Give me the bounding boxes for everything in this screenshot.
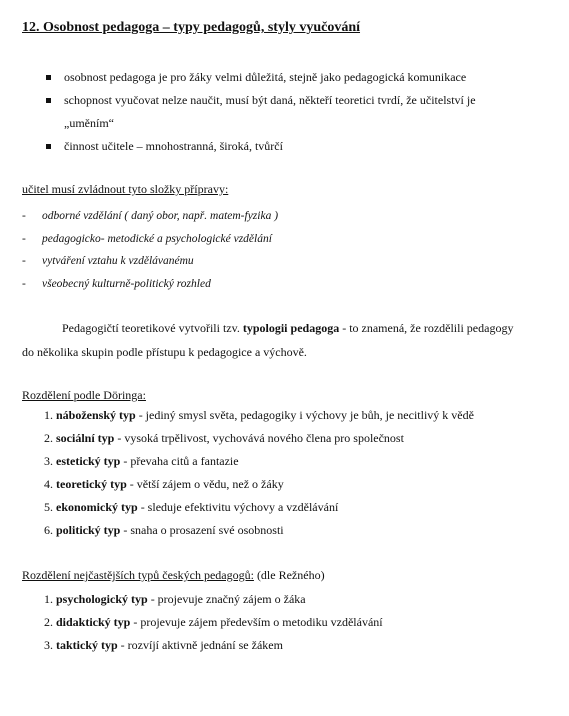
list-item-text: odborné vzdělání ( daný obor, např. matem-fyzika )	[42, 210, 279, 222]
type-term: psychologický typ	[56, 592, 148, 606]
page-title: 12. Osobnost pedagoga – typy pedagogů, styly vyučování	[22, 20, 361, 35]
list-item	[22, 250, 278, 273]
list-item	[44, 588, 383, 611]
type-term: ekonomický typ	[56, 500, 138, 514]
item-number: 2.	[44, 615, 53, 629]
type-description: - větší zájem o vědu, než o žáky	[126, 477, 284, 491]
paragraph-bold-term: typologii pedagoga	[242, 321, 340, 335]
preparation-list	[22, 205, 278, 295]
czech-heading-line	[22, 568, 325, 583]
square-bullet-icon	[46, 75, 51, 80]
square-bullet-icon	[46, 144, 51, 149]
bullet-item	[46, 66, 551, 89]
type-description: - snaha o prosazení své osobnosti	[120, 523, 284, 537]
type-term: teoretický typ	[56, 477, 127, 491]
list-item-text: všeobecný kulturně-politický rozhled	[42, 277, 211, 290]
doring-list	[44, 404, 474, 542]
bullet-text: schopnost vyučovat nelze naučit, musí být daná, někteří teoretici tvrdí, že učitelství je	[64, 93, 476, 107]
czech-list	[44, 588, 383, 657]
type-term: sociální typ	[56, 431, 115, 445]
type-term: taktický typ	[56, 638, 118, 652]
type-description: - jediný smysl světa, pedagogiky i výchovy je bůh, je necitlivý k vědě	[135, 408, 474, 422]
type-description: - projevuje značný zájem o žáka	[147, 592, 306, 606]
item-number: 6.	[44, 523, 53, 537]
list-item	[44, 404, 474, 427]
type-term: politický typ	[56, 523, 121, 537]
preparation-heading: učitel musí zvládnout tyto složky přípravy:	[22, 182, 229, 196]
czech-heading-suffix: (dle Režného)	[253, 568, 325, 582]
bullet-list	[46, 66, 551, 158]
item-number: 2.	[44, 431, 53, 445]
type-term: estetický typ	[56, 454, 121, 468]
list-item	[44, 450, 474, 473]
bullet-item	[46, 135, 551, 158]
list-item	[44, 611, 383, 634]
type-term: náboženský typ	[56, 408, 136, 422]
type-description: - sleduje efektivitu výchovy a vzdělávání	[137, 500, 339, 514]
bullet-text-continuation: „uměním“	[64, 116, 114, 130]
item-number: 3.	[44, 454, 53, 468]
list-item-text: pedagogicko- metodické a psychologické vzdělání	[42, 232, 272, 245]
dash-marker: -	[22, 277, 26, 290]
dash-marker: -	[22, 232, 26, 245]
item-number: 1.	[44, 592, 53, 606]
item-number: 3.	[44, 638, 53, 652]
list-item	[44, 496, 474, 519]
bullet-text: osobnost pedagoga je pro žáky velmi důležitá, stejně jako pedagogická komunikace	[64, 70, 467, 84]
item-number: 5.	[44, 500, 53, 514]
item-number: 1.	[44, 408, 53, 422]
paragraph-text: - to znamená, že rozdělili pedagogy do několika skupin podle přístupu k pedagogice a výchově.	[22, 321, 514, 359]
list-item	[22, 205, 278, 228]
square-bullet-icon	[46, 98, 51, 103]
list-item	[44, 634, 383, 657]
type-description: - vysoká trpělivost, vychovává nového člena pro společnost	[114, 431, 404, 445]
list-item	[44, 519, 474, 542]
dash-marker: -	[22, 255, 26, 267]
typology-paragraph	[22, 316, 527, 364]
list-item-text: vytváření vztahu k vzdělávanému	[42, 255, 194, 267]
paragraph-text: Pedagogičtí teoretikové vytvořili tzv.	[62, 321, 243, 335]
dash-marker: -	[22, 210, 26, 222]
type-description: - rozvíjí aktivně jednání se žákem	[117, 638, 283, 652]
type-description: - převaha citů a fantazie	[120, 454, 239, 468]
doring-heading: Rozdělení podle Döringa:	[22, 388, 146, 402]
bullet-item	[46, 89, 551, 135]
list-item	[44, 473, 474, 496]
czech-heading: Rozdělení nejčastějších typů českých pedagogů:	[22, 568, 254, 582]
list-item	[44, 427, 474, 450]
bullet-text: činnost učitele – mnohostranná, široká, tvůrčí	[64, 139, 283, 153]
list-item	[22, 273, 278, 296]
type-term: didaktický typ	[56, 615, 131, 629]
type-description: - projevuje zájem především o metodiku vzdělávání	[130, 615, 383, 629]
list-item	[22, 228, 278, 251]
item-number: 4.	[44, 477, 53, 491]
